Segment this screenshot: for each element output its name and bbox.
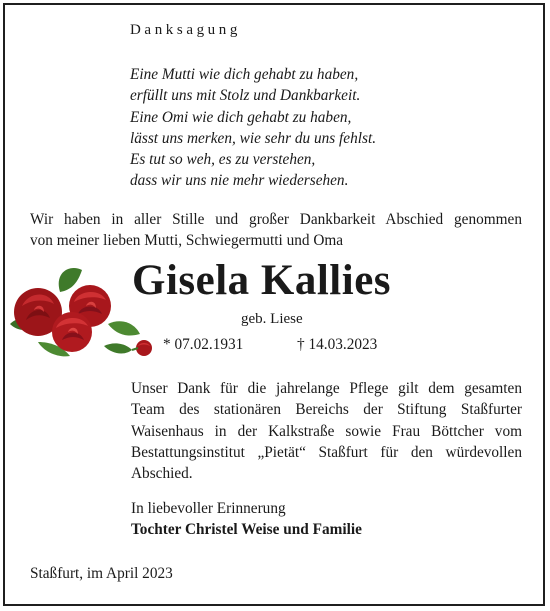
thanks-text [131,378,522,484]
birth-date: * 07.02.1931 [163,336,244,353]
poem-line: erfüllt uns mit Stolz und Dankbarkeit. [130,87,361,105]
thanks-line: Bestattungsinstitut „Pietät“ Staßfurt für den würdevollen [131,443,522,461]
thanks-line: Waisenhaus in der Kalkstraße sowie Frau Böttcher vom [131,422,522,440]
poem-line: Eine Omi wie dich gehabt zu haben, [130,108,352,126]
intro-line: Wir haben in aller Stille und großer Dankbarkeit Abschied genommen [30,211,522,228]
memory-line: In liebevoller Erinnerung [131,500,286,517]
deceased-name: Gisela Kallies [132,257,392,304]
poem-line: dass wir uns nie mehr wiedersehen. [130,172,349,190]
place-date: Staßfurt, im April 2023 [30,565,173,582]
poem-line: Eine Mutti wie dich gehabt zu haben, [130,66,359,83]
maiden-name: geb. Liese [241,311,303,327]
thanks-line: Abschied. [131,465,193,483]
poem-line: lässt uns merken, wie sehr du uns fehlst. [130,129,377,147]
heading: Danksagung [130,22,241,38]
thanks-line: Team des stationären Bereichs der Stiftung Staßfurter [131,401,522,419]
intro-text [30,209,522,251]
death-date: † 14.03.2023 [297,336,378,353]
thanks-line: Unser Dank für die jahrelange Pflege gilt dem gesamten [131,380,522,397]
intro-line: von meiner lieben Mutti, Schwiegermutti und Oma [30,232,344,249]
family-signature: Tochter Christel Weise und Familie [131,521,362,538]
poem-line: Es tut so weh, es zu verstehen, [130,151,316,169]
poem [130,64,376,192]
